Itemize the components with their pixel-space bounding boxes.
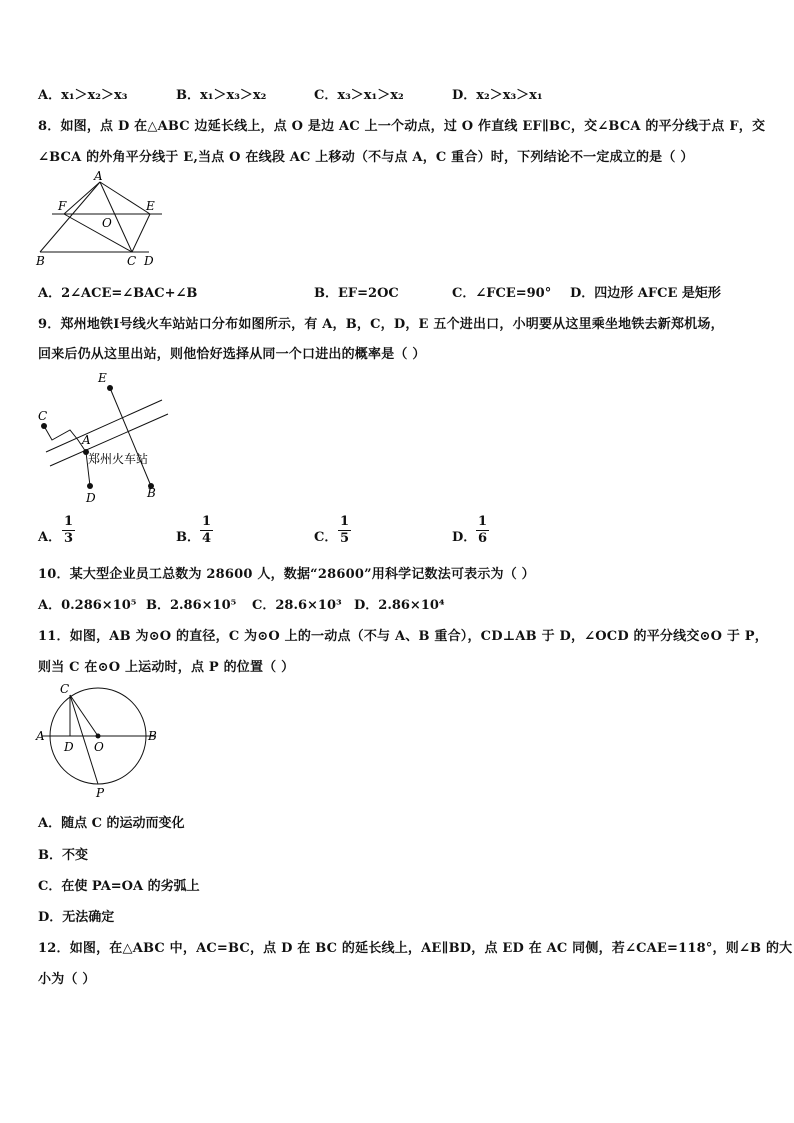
q11-label-c: C — [60, 682, 70, 696]
q9-label-b: B — [147, 486, 156, 500]
q8-label-d: D — [144, 254, 154, 268]
q8-label-b: B — [36, 254, 45, 268]
q7-option-c: C．x₃＞x₁＞x₂ — [314, 88, 404, 103]
q11-option-a: A．随点 C 的运动而变化 — [38, 816, 185, 831]
q9-option-c-letter: C． — [314, 530, 338, 545]
q8-label-o: O — [102, 216, 112, 230]
q11-option-d: D．无法确定 — [38, 910, 115, 925]
q11-label-p: P — [96, 786, 105, 800]
q7-option-d: D．x₂＞x₃＞x₁ — [452, 88, 543, 103]
q9-stem-line2: 回来后仍从这里出站，则他恰好选择从同一个口进出的概率是（ ） — [38, 347, 426, 362]
q11-label-a: A — [36, 729, 45, 743]
q8-option-c: C．∠FCE=90° — [452, 286, 552, 301]
q11-label-b: B — [148, 729, 157, 743]
q9-option-b-letter: B． — [176, 530, 200, 545]
q12-stem-line1: 12．如图，在△ABC 中，AC=BC，点 D 在 BC 的延长线上，AE∥BD，点 ED 在 AC 同侧，若∠CAE=118°，则∠B 的大 — [38, 941, 793, 956]
q9-option-b-fraction: $\frac{1}{4}$ — [202, 514, 212, 546]
q10-option-c: C．28.6×10³ — [252, 598, 342, 613]
q8-option-a: A．2∠ACE=∠BAC+∠B — [38, 286, 198, 301]
q11-option-b: B．不变 — [38, 848, 88, 863]
q9-label-c: C — [38, 409, 48, 423]
q9-option-c-fraction: $\frac{1}{5}$ — [340, 514, 350, 546]
q9-option-a-fraction: $\frac{1}{3}$ — [64, 514, 74, 546]
q7-option-a: A．x₁＞x₂＞x₃ — [38, 88, 128, 103]
q9-label-a: A — [82, 433, 91, 447]
q8-option-d: D．四边形 AFCE 是矩形 — [570, 286, 721, 301]
q8-label-a: A — [94, 170, 103, 183]
q11-label-d: D — [64, 740, 74, 754]
q8-label-f: F — [58, 199, 67, 213]
q11-stem-line1: 11．如图，AB 为⊙O 的直径，C 为⊙O 上的一动点（不与 A、B 重合），CD⊥AB 于 D，∠OCD 的平分线交⊙O 于 P， — [38, 629, 768, 644]
q9-stem-line1: 9．郑州地铁Ⅰ号线火车站站口分布如图所示，有 A，B，C，D，E 五个进出口，小明要从这里乘坐地铁去新郑机场， — [38, 317, 724, 332]
q9-label-e: E — [98, 371, 107, 385]
q7-option-b: B．x₁＞x₃＞x₂ — [176, 88, 267, 103]
q8-label-c: C — [127, 254, 137, 268]
q8-stem-line2: ∠BCA 的外角平分线于 E,当点 O 在线段 AC 上移动（不与点 A，C 重合）时，下列结论不一定成立的是（ ） — [38, 150, 694, 165]
q10-stem: 10．某大型企业员工总数为 28600 人，数据“28600”用科学记数法可表示为（ ） — [38, 567, 535, 582]
q10-option-d: D．2.86×10⁴ — [354, 598, 445, 613]
q9-option-d-letter: D． — [452, 530, 477, 545]
q9-label-d: D — [86, 491, 96, 505]
q8-stem-line1: 8．如图，点 D 在△ABC 边延长线上，点 O 是边 AC 上一个动点，过 O 作直线 EF∥BC，交∠BCA 的平分线于点 F，交 — [38, 119, 766, 134]
q8-option-b: B．EF=2OC — [314, 286, 399, 301]
q11-stem-line2: 则当 C 在⊙O 上运动时，点 P 的位置（ ） — [38, 660, 295, 675]
q11-figure — [34, 681, 164, 801]
q12-stem-line2: 小为（ ） — [38, 972, 96, 987]
q10-option-b: B．2.86×10⁵ — [146, 598, 237, 613]
q8-figure — [34, 170, 174, 270]
q9-option-d-fraction: $\frac{1}{6}$ — [478, 514, 488, 546]
q9-station-label: 郑州火车站 — [88, 452, 149, 466]
q10-option-a: A．0.286×10⁵ — [38, 598, 137, 613]
q9-option-a-letter: A． — [38, 530, 62, 545]
q11-option-c: C．在使 PA=OA 的劣弧上 — [38, 879, 200, 894]
q9-figure — [34, 368, 174, 508]
q11-label-o: O — [94, 740, 104, 754]
q8-label-e: E — [146, 199, 155, 213]
